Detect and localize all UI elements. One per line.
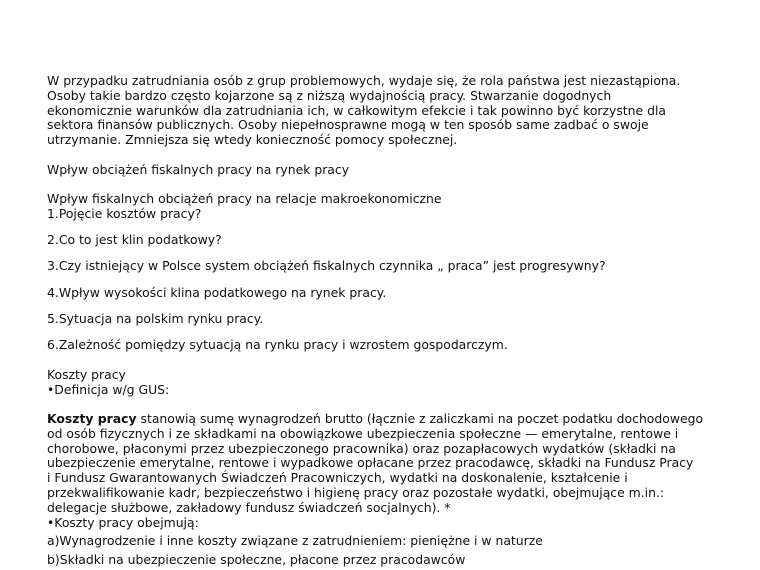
definition-line: delegacje służbowe, zakładowy fundusz świadczeń socjalnych). * xyxy=(47,499,451,515)
cost-item-text: a)Wynagrodzenie i inne koszty związane z zatrudnieniem: pieniężne i w naturze xyxy=(47,533,543,548)
definition-first-rest: stanowią sumę wynagrodzeń brutto (łącznie z zaliczkami na poczet podatku dochodowego xyxy=(136,411,704,426)
cost-item xyxy=(47,534,747,549)
question-text: 3.Czy istniejący w Polsce system obciążeń fiskalnych czynnika „ praca” jest progresywny? xyxy=(47,258,606,273)
definition-bullet: •Definicja w/g GUS: xyxy=(47,381,170,397)
cost-item xyxy=(47,553,747,568)
intro-paragraph xyxy=(47,74,747,148)
intro-line: sektora finansów publicznych. Osoby niepełnosprawne mogą w ten sposób same zadbać o swoje xyxy=(47,117,649,133)
definition-line: od osób fizycznych i ze składkami na obowiązkowe ubezpieczenia społeczne — emerytalne, rentowe i xyxy=(47,425,679,441)
definition-first-line xyxy=(47,412,747,427)
intro-line: Osoby takie bardzo często kojarzone są z niższą wydajnością pracy. Stwarzanie dogodnych xyxy=(47,87,612,103)
definition-paragraph xyxy=(47,412,747,530)
question-text: 1.Pojęcie kosztów pracy? xyxy=(47,206,202,221)
question-text: 5.Sytuacja na polskim rynku pracy. xyxy=(47,311,264,326)
intro-line: W przypadku zatrudniania osób z grup problemowych, wydaje się, że rola państwa jest niezastąpiona. xyxy=(47,73,681,88)
intro-line: ekonomicznie warunków dla zatrudniania ich, w całkowitym efekcie i tak powinno być korzystne dla xyxy=(47,102,666,118)
definition-line: i Fundusz Gwarantowanych Świadczeń Pracowniczych, wydatki na doskonalenie, kształcenie i xyxy=(47,470,628,486)
heading-fiscal-burden-text: Wpływ obciążeń fiskalnych pracy na rynek pracy xyxy=(47,162,350,177)
question-text: 2.Co to jest klin podatkowy? xyxy=(47,232,222,247)
heading-macro-relations-text: Wpływ fiskalnych obciążeń pracy na relacje makroekonomiczne xyxy=(47,191,442,206)
intro-line: utrzymanie. Zmniejsza się wtedy konieczność pomocy społecznej. xyxy=(47,132,458,148)
question-text: 4.Wpływ wysokości klina podatkowego na rynek pracy. xyxy=(47,285,387,300)
question-text: 6.Zależność pomiędzy sytuacją na rynku pracy i wzrostem gospodarczym. xyxy=(47,337,508,352)
definition-line: przekwalifikowanie kadr, bezpieczeństwo i higienę pracy oraz pozostałe wydatki, obejmujące m.in.: xyxy=(47,484,665,500)
costs-title: Koszty pracy xyxy=(47,367,126,382)
cost-item-text: b)Składki na ubezpieczenie społeczne, płacone przez pracodawców xyxy=(47,552,466,567)
question-item xyxy=(47,312,747,327)
heading-fiscal-burden xyxy=(47,163,747,178)
definition-line: chorobowe, płaconymi przez ubezpieczonego pracownika) oraz pozapłacowych wydatków (składki na xyxy=(47,440,676,456)
definition-term: Koszty pracy xyxy=(47,411,137,426)
heading-macro-relations xyxy=(47,192,747,207)
question-item xyxy=(47,259,747,274)
definition-line: ubezpieczenie emerytalne, rentowe i wypadkowe opłacane przez pracodawcę, składki na Fundusz Pracy xyxy=(47,455,694,471)
question-item xyxy=(47,233,747,248)
costs-section-header xyxy=(47,368,747,398)
includes-bullet: •Koszty pracy obejmują: xyxy=(47,514,199,530)
question-item xyxy=(47,338,747,353)
question-item xyxy=(47,286,747,301)
question-item xyxy=(47,207,747,222)
